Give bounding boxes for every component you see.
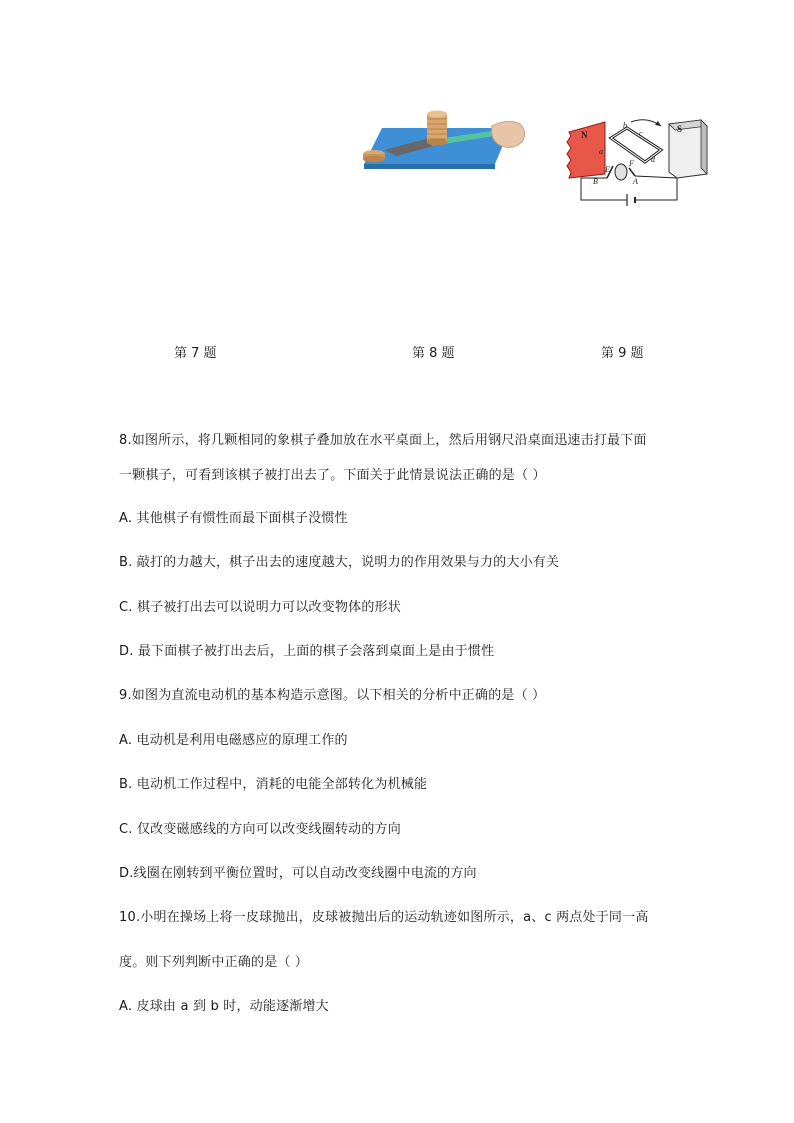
label-e: E [605,165,610,174]
label-b-lower: b [623,121,627,130]
label-a-lower: a [599,147,603,156]
label-a-upper: A [633,177,638,186]
q8-option-c: C. 棋子被打出去可以说明力可以改变物体的形状 [119,600,401,615]
label-n: N [581,130,588,140]
caption-q8: 第 8 题 [412,346,455,361]
label-f: F [629,159,634,168]
chess-stack-figure [360,108,530,174]
caption-q9: 第 9 题 [601,346,644,361]
q8-option-a: A. 其他棋子有惯性而最下面棋子没惯性 [119,511,348,526]
dc-motor-figure [565,116,713,208]
q9-stem: 9.如图为直流电动机的基本构造示意图。以下相关的分析中正确的是（ ） [119,688,546,703]
caption-q7: 第 7 题 [174,346,217,361]
q9-option-b: B. 电动机工作过程中，消耗的电能全部转化为机械能 [119,777,428,792]
q10-stem-line1: 10.小明在操场上将一皮球抛出，皮球被抛出后的运动轨迹如图所示，a、c 两点处于同一高 [119,910,649,925]
q10-option-a: A. 皮球由 a 到 b 时，动能逐渐增大 [119,999,329,1014]
q8-option-b: B. 敲打的力越大，棋子出去的速度越大，说明力的作用效果与力的大小有关 [119,555,560,570]
label-d-lower: d [651,155,655,164]
q9-option-a: A. 电动机是利用电磁感应的原理工作的 [119,733,348,748]
chess-piece-stack [427,111,447,146]
q8-option-d: D. 最下面棋子被打出去后，上面的棋子会落到桌面上是由于惯性 [119,644,495,659]
commutator [615,164,627,180]
label-s: S [677,124,683,134]
label-c-lower: c [639,129,643,138]
q9-option-d: D.线圈在刚转到平衡位置时，可以自动改变线圈中电流的方向 [119,866,477,881]
q8-stem-line2: 一颗棋子，可看到该棋子被打出去了。下面关于此情景说法正确的是（ ） [119,468,546,483]
table-edge [364,164,495,169]
q10-stem-line2: 度。则下列判断中正确的是（ ） [119,955,309,970]
q8-stem-line1: 8.如图所示，将几颗相同的象棋子叠加放在水平桌面上，然后用钢尺沿桌面迅速击打最下面 [119,433,647,448]
label-b-upper: B [593,177,598,186]
q9-option-c: C. 仅改变磁感线的方向可以改变线圈转动的方向 [119,822,401,837]
